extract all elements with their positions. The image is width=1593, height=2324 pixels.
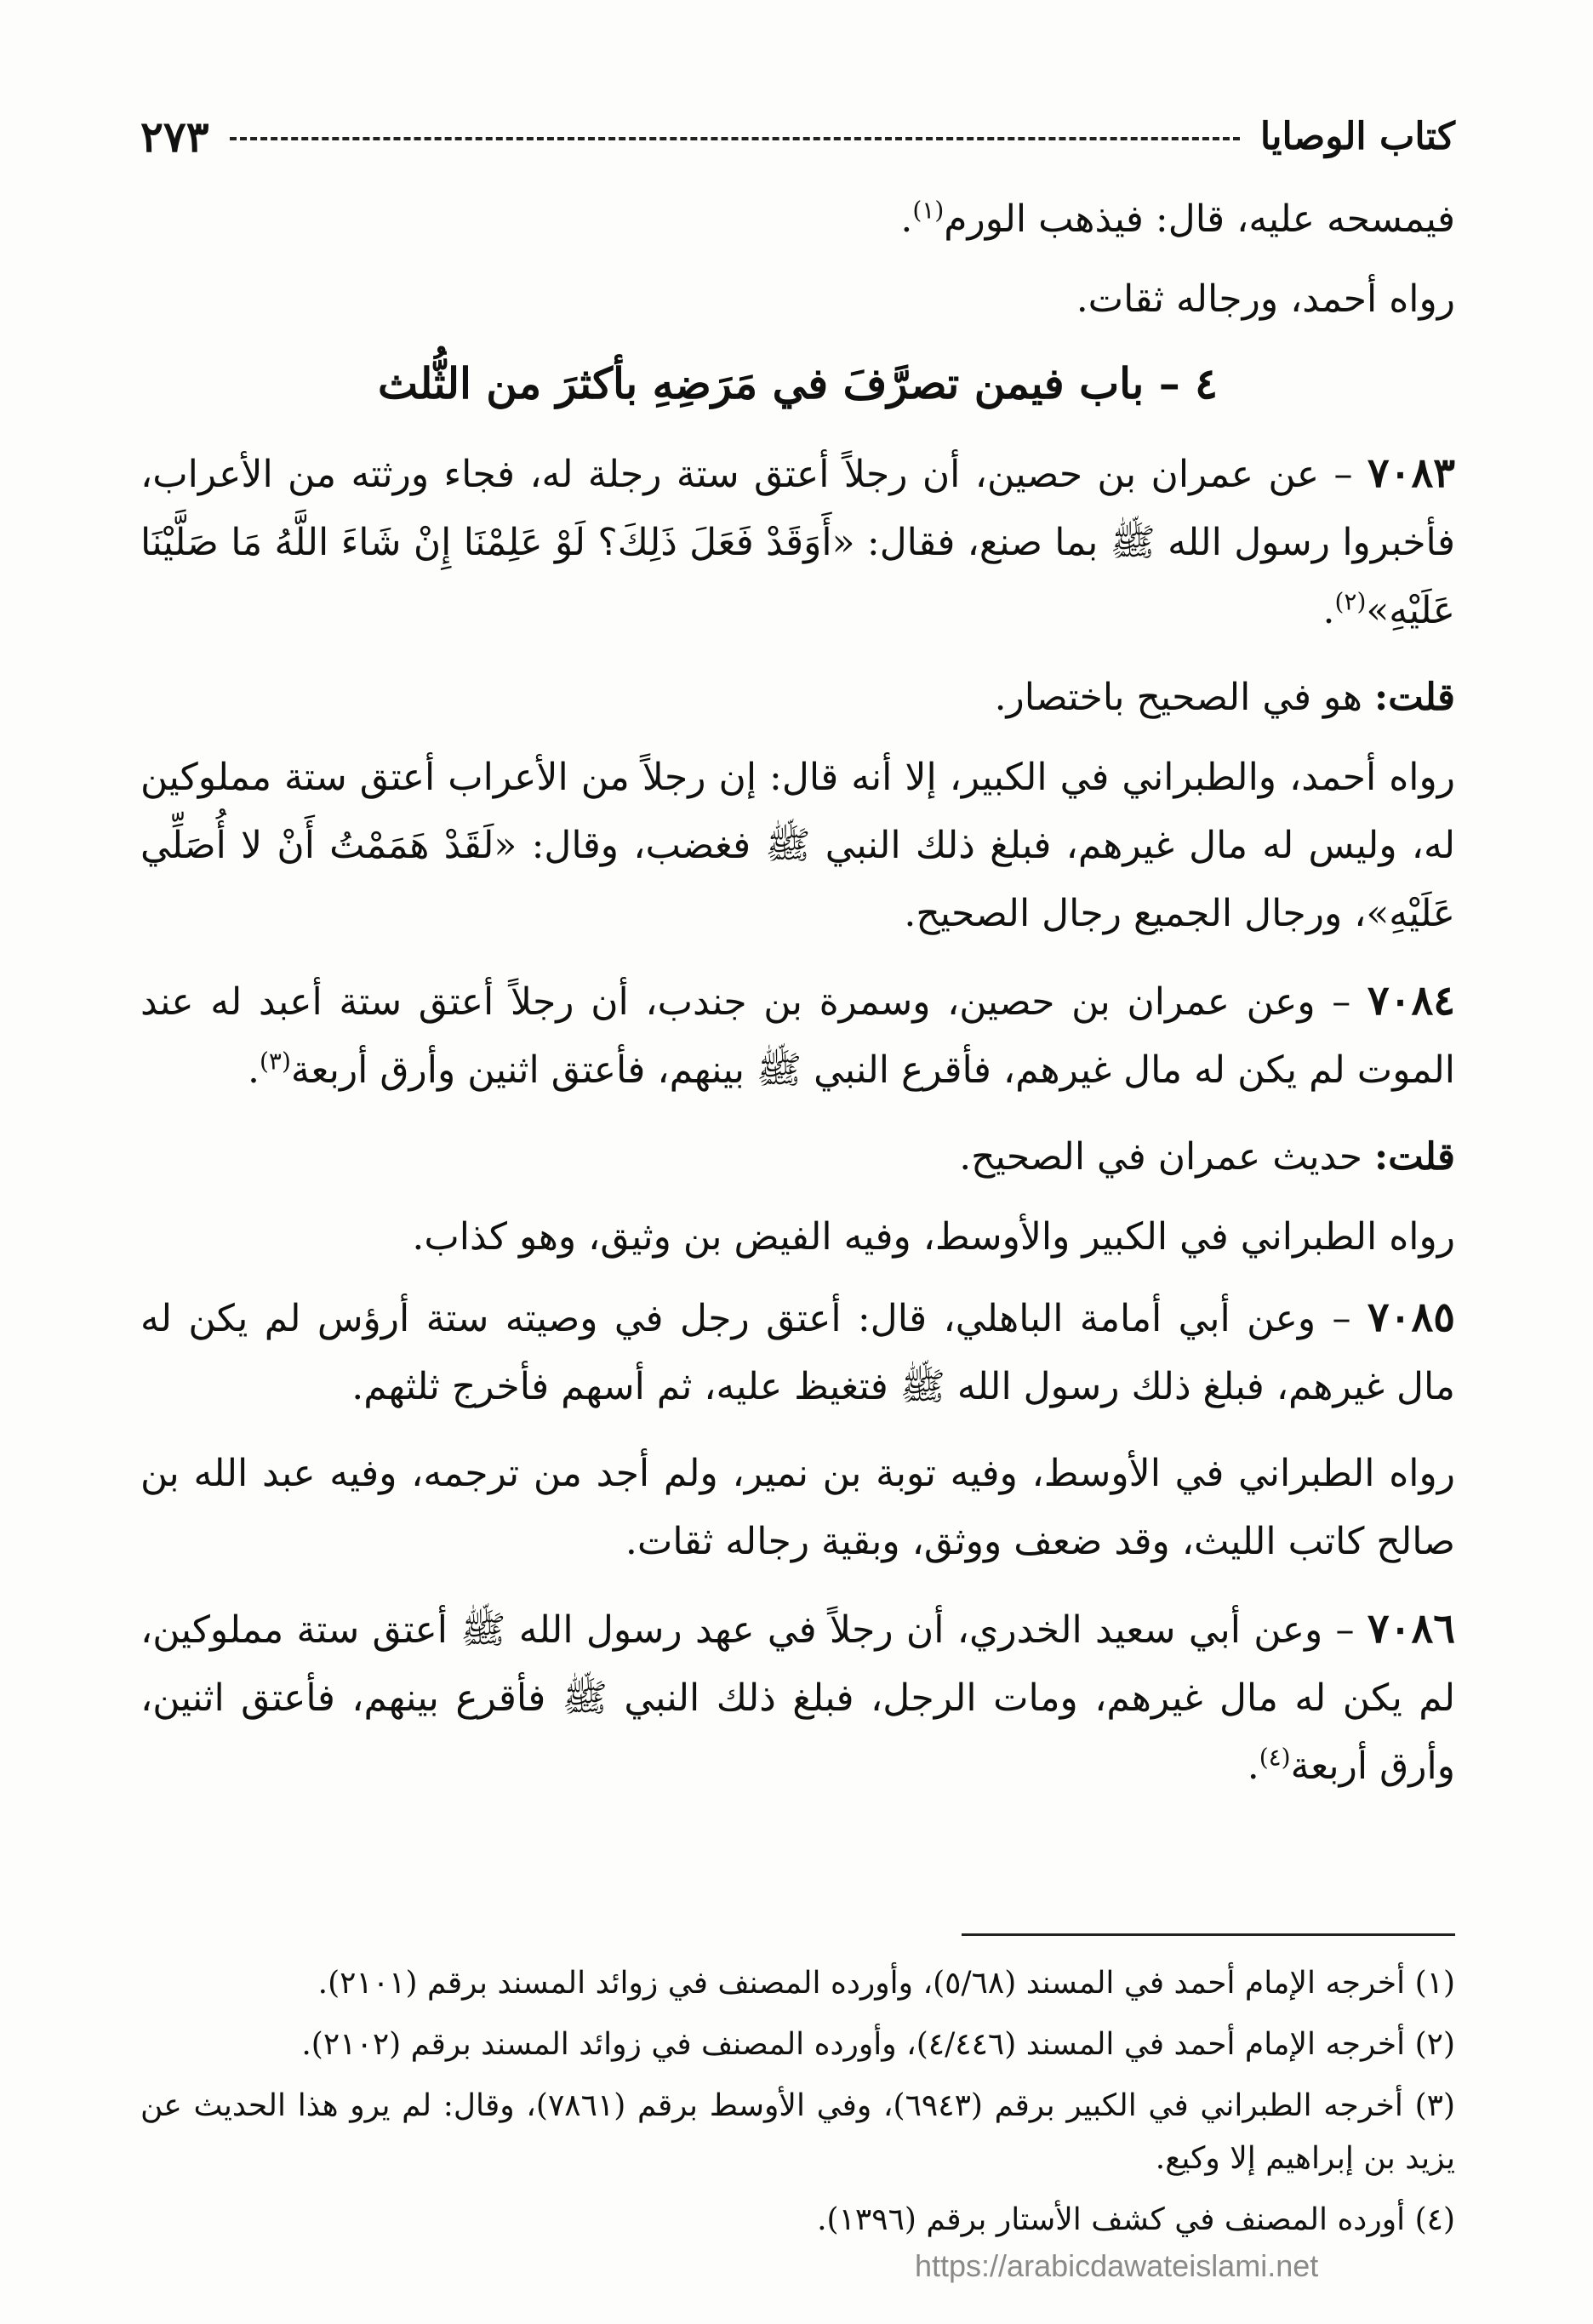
paragraph-tail: . bbox=[1322, 589, 1335, 632]
hadith-text: – عن عمران بن حصين، أن رجلاً أعتق ستة رجلة له، فجاء ورثته من الأعراب، فأخبروا رسول الله ﷺ بما صنع، فقال: «أَوَقَدْ فَعَلَ ذَلِكَ؟ لَوْ عَلِمْنَا إِنْ شَاءَ اللَّهُ مَا صَلَّيْنَا عَلَيْهِ» bbox=[140, 453, 1455, 632]
footnote bbox=[140, 1957, 1455, 2010]
footnote-number: (١) bbox=[1414, 1966, 1455, 2001]
chapter-title: كتاب الوصايا bbox=[1259, 114, 1455, 158]
footnote-text: أورده المصنف في كشف الأستار برقم (١٣٩٦). bbox=[817, 2202, 1415, 2237]
paragraph-text: رواه أحمد، ورجاله ثقات. bbox=[1076, 277, 1455, 321]
footnote-number: (٣) bbox=[1414, 2088, 1456, 2123]
narration-text: رواه الطبراني في الأوسط، وفيه توبة بن نمير، ولم أجد من ترجمه، وفيه عبد الله بن صالح كاتب الليث، وقد ضعف ووثق، وبقية رجاله ثقات. bbox=[140, 1452, 1455, 1563]
source-watermark: https://arabicdawateislami.net bbox=[915, 2248, 1319, 2283]
hadith-number: ٧٠٨٤ bbox=[1367, 977, 1455, 1025]
commentary-text: هو في الصحيح باختصار. bbox=[994, 676, 1374, 719]
narration-paragraph bbox=[140, 1440, 1455, 1576]
page-header bbox=[140, 102, 1455, 170]
narration-text: رواه الطبراني في الكبير والأوسط، وفيه الفيض بن وثيق، وهو كذاب. bbox=[412, 1215, 1455, 1259]
main-text bbox=[140, 186, 1455, 1819]
footnote-reference: (٣) bbox=[259, 1047, 291, 1076]
paragraph-tail: . bbox=[900, 197, 913, 241]
hadith-paragraph bbox=[140, 439, 1455, 645]
footnote-reference: (٢) bbox=[1334, 587, 1367, 616]
commentary-paragraph bbox=[140, 1123, 1455, 1191]
hadith-paragraph bbox=[140, 1283, 1455, 1421]
hadith-paragraph bbox=[140, 1595, 1455, 1801]
footnote-text: أخرجه الإمام أحمد في المسند (٥/٦٨)، وأورده المصنف في زوائد المسند برقم (٢١٠١). bbox=[317, 1966, 1415, 2001]
paragraph-text: فيمسحه عليه، قال: فيذهب الورم bbox=[944, 197, 1455, 241]
page-number: ٢٧٣ bbox=[140, 111, 209, 162]
hadith-text: – وعن عمران بن حصين، وسمرة بن جندب، أن رجلاً أعتق ستة أعبد له عند الموت لم يكن له مال غيرهم، فأقرع النبي ﷺ بينهم، فأعتق اثنين وأرق أربعة bbox=[140, 980, 1455, 1092]
narration-paragraph bbox=[140, 744, 1455, 948]
paragraph bbox=[140, 186, 1455, 254]
footnote bbox=[140, 2019, 1455, 2071]
hadith-text: – وعن أبي أمامة الباهلي، قال: أعتق رجل في وصيته ستة أرؤس لم يكن له مال غيرهم، فبلغ ذلك رسول الله ﷺ فتغيظ عليه، ثم أسهم فأخرج ثلثهم. bbox=[140, 1297, 1455, 1408]
hadith-number: ٧٠٨٦ bbox=[1367, 1605, 1455, 1653]
qult-label: قلت: bbox=[1373, 676, 1455, 719]
footnote-text: أخرجه الطبراني في الكبير برقم (٦٩٤٣)، وفي الأوسط برقم (٧٨٦١)، وقال: لم يرو هذا الحديث عن يزيد بن إبراهيم إلا وكيع. bbox=[140, 2088, 1455, 2176]
paragraph-tail: . bbox=[247, 1048, 260, 1092]
commentary-text: حديث عمران في الصحيح. bbox=[959, 1135, 1374, 1179]
footnote-number: (٤) bbox=[1414, 2202, 1455, 2237]
footnote-number: (٢) bbox=[1414, 2027, 1455, 2062]
commentary-paragraph bbox=[140, 664, 1455, 732]
footnotes bbox=[140, 1957, 1455, 2255]
section-heading: ٤ – باب فيمن تصرَّفَ في مَرَضِهِ بأكثرَ من الثُّلث bbox=[378, 358, 1218, 408]
paragraph-tail: . bbox=[1247, 1744, 1259, 1788]
hadith-number: ٧٠٨٥ bbox=[1367, 1293, 1455, 1341]
narration-paragraph bbox=[140, 1203, 1455, 1271]
paragraph bbox=[140, 266, 1455, 334]
footnote bbox=[140, 2194, 1455, 2247]
footnote-text: أخرجه الإمام أحمد في المسند (٤/٤٤٦)، وأورده المصنف في زوائد المسند برقم (٢١٠٢). bbox=[301, 2027, 1415, 2062]
footnote-divider bbox=[962, 1933, 1455, 1936]
footnote bbox=[140, 2080, 1455, 2185]
hadith-text: – وعن أبي سعيد الخدري، أن رجلاً في عهد رسول الله ﷺ أعتق ستة مملوكين، لم يكن له مال غيرهم، ومات الرجل، فبلغ ذلك النبي ﷺ فأقرع بينهم، فأعتق اثنين، وأرق أربعة bbox=[140, 1608, 1455, 1788]
qult-label: قلت: bbox=[1373, 1135, 1455, 1179]
hadith-paragraph bbox=[140, 967, 1455, 1105]
header-dashed-rule bbox=[230, 137, 1240, 140]
hadith-number: ٧٠٨٣ bbox=[1367, 449, 1455, 497]
footnote-reference: (٤) bbox=[1259, 1743, 1291, 1772]
narration-text: رواه أحمد، والطبراني في الكبير، إلا أنه قال: إن رجلاً من الأعراب أعتق ستة مملوكين له، وليس له مال غيرهم، فبلغ ذلك النبي ﷺ فغضب، وقال: «لَقَدْ هَمَمْتُ أَنْ لا أُصَلِّي عَلَيْهِ»، ورجال الجميع رجال الصحيح. bbox=[140, 756, 1455, 935]
footnote-reference: (١) bbox=[912, 196, 945, 225]
